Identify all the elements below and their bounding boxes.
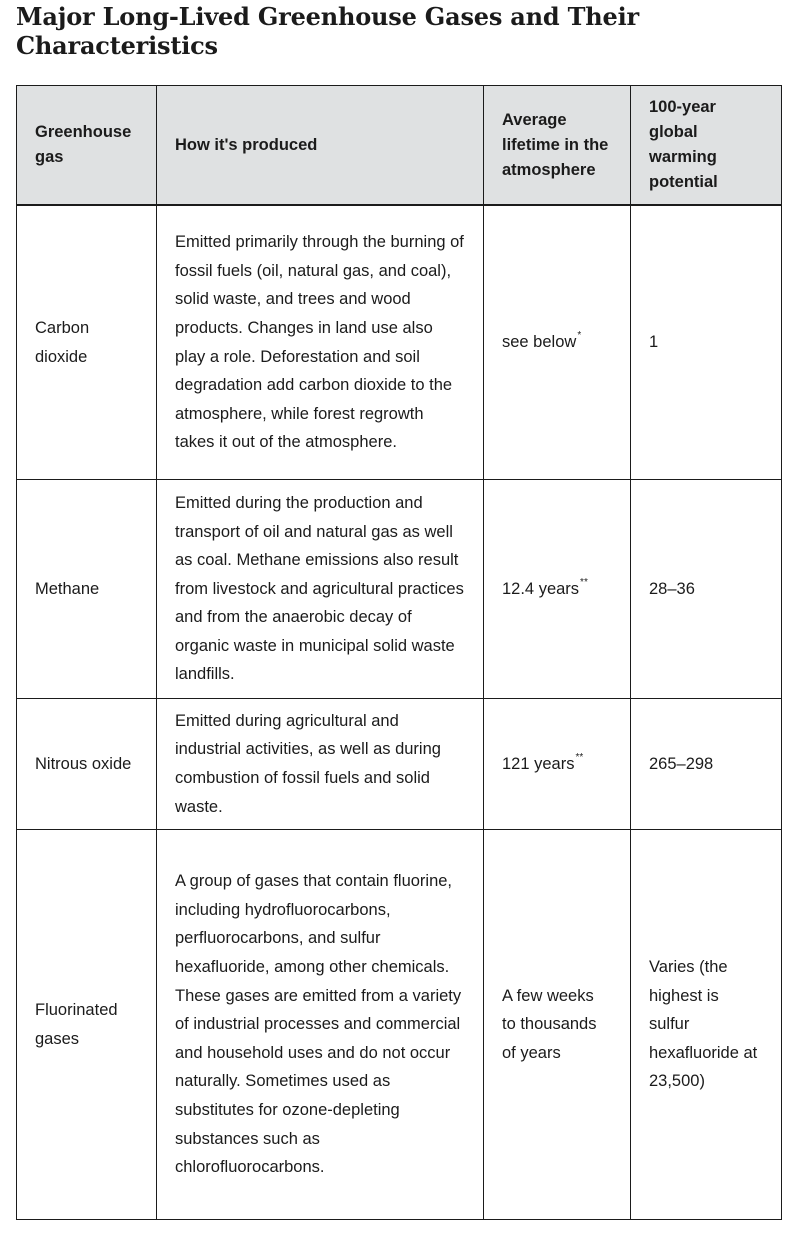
cell-produced: A group of gases that contain fluorine, including hydrofluorocarbons, perfluorocarbons, and sulfur hexafluoride, among other chemicals. These gases are emitted from a variety of industrial processes and commercial and household uses and do not occur naturally. Sometimes used as substitutes for ozone-depleting substances such as chlorofluorocarbons. — [157, 830, 484, 1220]
lifetime-value: 12.4 years — [502, 579, 580, 598]
cell-gwp: Varies (the highest is sulfur hexafluoride at 23,500) — [631, 830, 782, 1220]
header-how-produced: How it's produced — [157, 86, 484, 206]
cell-gas: Methane — [17, 480, 157, 699]
cell-lifetime — [484, 699, 631, 830]
table-body — [17, 205, 782, 1220]
cell-lifetime — [484, 205, 631, 480]
cell-gwp: 1 — [631, 205, 782, 480]
table-row — [17, 205, 782, 480]
cell-produced: Emitted primarily through the burning of fossil fuels (oil, natural gas, and coal), solid waste, and trees and wood products. Changes in land use also play a role. Deforestation and soil degradation add carbon dioxide to the atmosphere, while forest regrowth takes it out of the atmosphere. — [157, 205, 484, 480]
header-row — [17, 86, 782, 206]
cell-gwp: 28–36 — [631, 480, 782, 699]
page-title: Major Long-Lived Greenhouse Gases and Their Characteristics — [16, 2, 639, 60]
lifetime-value: see below — [502, 333, 577, 352]
cell-gas: Nitrous oxide — [17, 699, 157, 830]
lifetime-value: 121 years — [502, 754, 575, 773]
header-greenhouse-gas: Greenhouse gas — [17, 86, 157, 206]
table-row — [17, 830, 782, 1220]
footnote-marker: ** — [580, 576, 588, 588]
lifetime-value: A few weeks to thousands of years — [502, 986, 597, 1062]
cell-lifetime — [484, 830, 631, 1220]
cell-lifetime — [484, 480, 631, 699]
cell-gas: Fluorinated gases — [17, 830, 157, 1220]
header-average-lifetime: Average lifetime in the atmosphere — [484, 86, 631, 206]
cell-gas: Carbon dioxide — [17, 205, 157, 480]
footnote-marker: ** — [575, 751, 584, 763]
cell-produced: Emitted during the production and transport of oil and natural gas as well as coal. Methane emissions also result from livestock and agricultural practices and from the anaerobic decay of organic waste in municipal solid waste landfills. — [157, 480, 484, 699]
cell-gwp: 265–298 — [631, 699, 782, 830]
footnote-marker: * — [577, 330, 582, 342]
table-header — [17, 86, 782, 206]
table-row — [17, 480, 782, 699]
cell-produced: Emitted during agricultural and industrial activities, as well as during combustion of fossil fuels and solid waste. — [157, 699, 484, 830]
greenhouse-gas-table — [16, 85, 782, 1220]
header-global-warming-potential: 100-year global warming potential — [631, 86, 782, 206]
table-row — [17, 699, 782, 830]
